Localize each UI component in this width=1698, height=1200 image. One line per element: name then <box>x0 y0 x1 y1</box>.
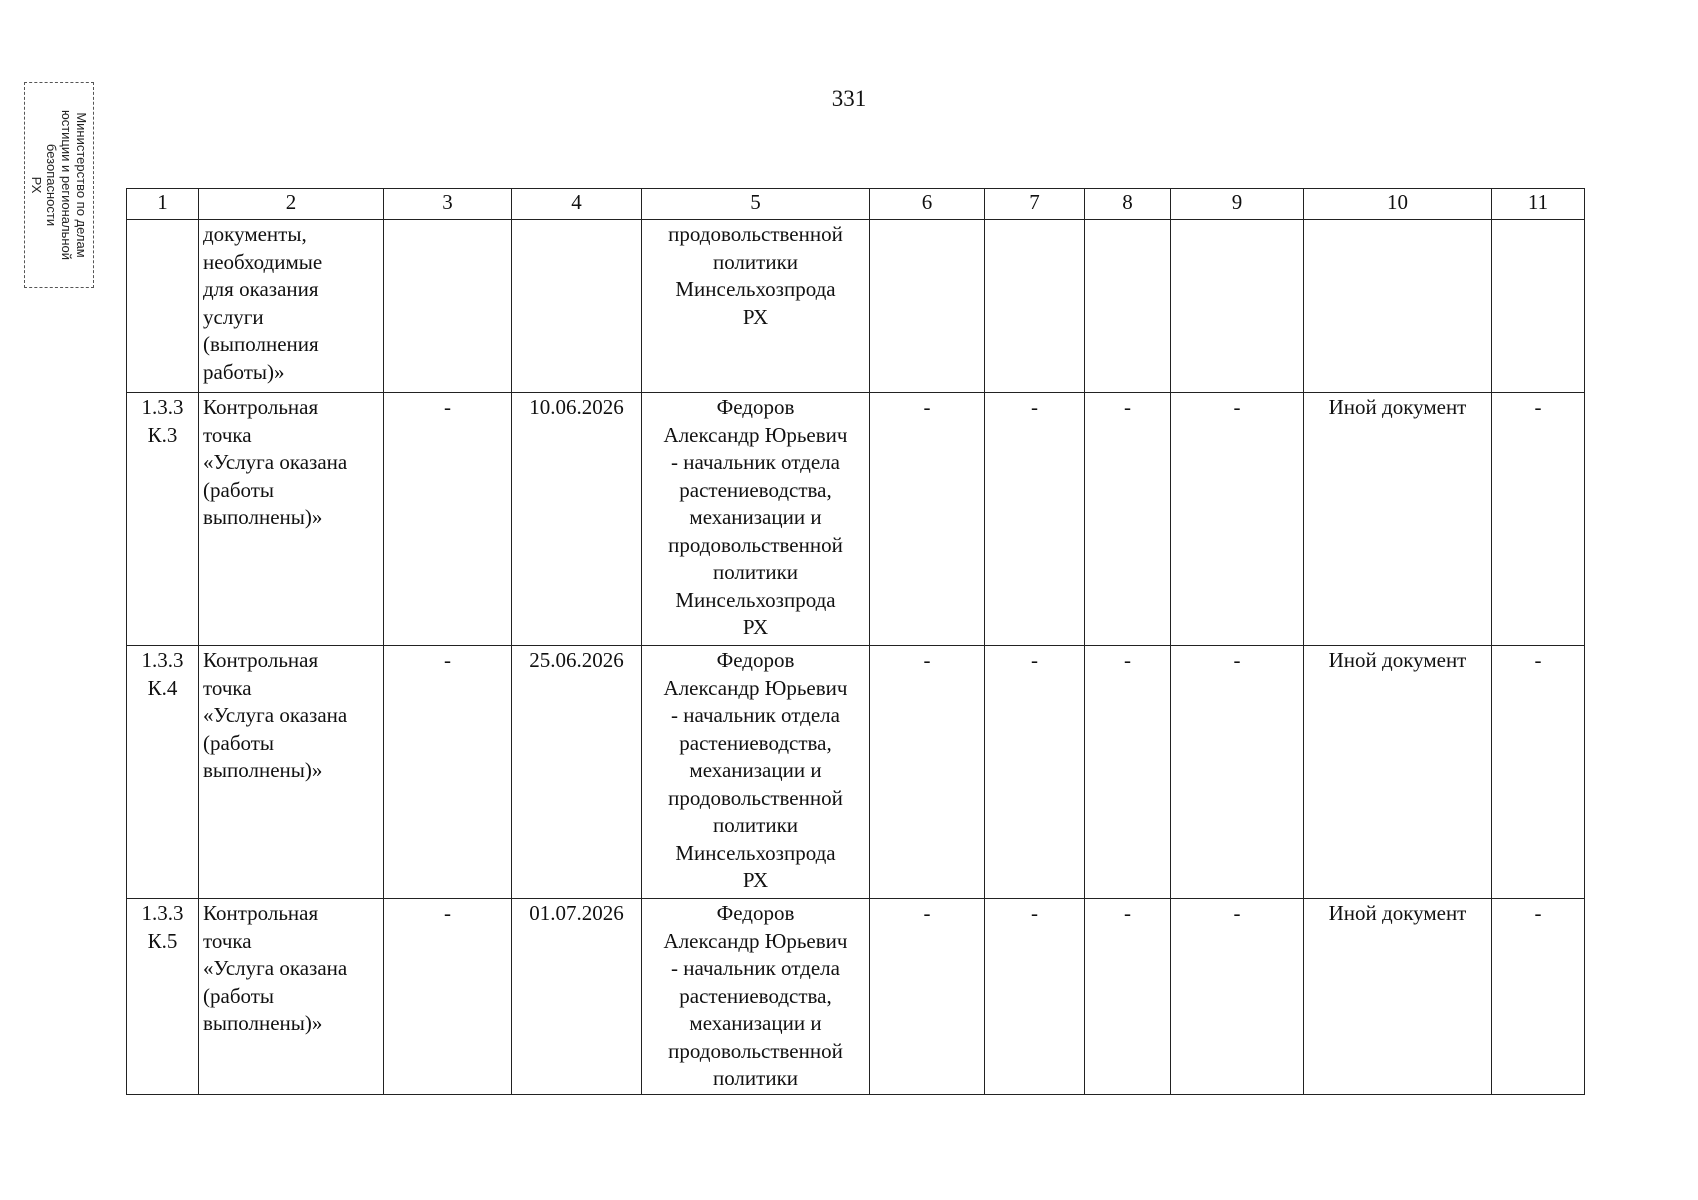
stamp-text <box>29 110 89 260</box>
cell-col11 <box>1492 220 1585 393</box>
column-header: 2 <box>199 189 384 220</box>
column-header: 11 <box>1492 189 1585 220</box>
column-header: 10 <box>1304 189 1492 220</box>
cell-number: 1.3.3 К.4 <box>127 646 199 899</box>
cell-date: 25.06.2026 <box>512 646 642 899</box>
cell-responsible: Федоров Александр Юрьевич - начальник отдела растениеводства, механизации и продовольственной политики Минсельхозпрода РХ <box>642 646 870 899</box>
cell-number <box>127 220 199 393</box>
cell-col8: - <box>1085 646 1171 899</box>
cell-col8: - <box>1085 393 1171 646</box>
stamp-line: Министерство по делам <box>74 112 89 258</box>
column-header: 8 <box>1085 189 1171 220</box>
schedule-table <box>126 188 1585 1095</box>
cell-document: Иной документ <box>1304 393 1492 646</box>
cell-document: Иной документ <box>1304 899 1492 1095</box>
column-header: 7 <box>985 189 1085 220</box>
table-row <box>127 646 1585 899</box>
cell-col9: - <box>1171 393 1304 646</box>
cell-col9 <box>1171 220 1304 393</box>
column-header: 3 <box>384 189 512 220</box>
cell-event: Контрольная точка «Услуга оказана (работы выполнены)» <box>199 393 384 646</box>
cell-responsible: Федоров Александр Юрьевич - начальник отдела растениеводства, механизации и продовольственной политики Минсельхозпрода РХ <box>642 393 870 646</box>
stamp-line: РХ <box>29 176 44 194</box>
registration-stamp <box>24 82 94 288</box>
cell-number: 1.3.3 К.5 <box>127 899 199 1095</box>
stamp-line: безопасности <box>44 143 59 227</box>
cell-col7 <box>985 220 1085 393</box>
column-header: 5 <box>642 189 870 220</box>
column-header: 9 <box>1171 189 1304 220</box>
cell-col7: - <box>985 899 1085 1095</box>
column-header: 6 <box>870 189 985 220</box>
table-row <box>127 393 1585 646</box>
cell-col9: - <box>1171 899 1304 1095</box>
cell-col7: - <box>985 393 1085 646</box>
cell-event: Контрольная точка «Услуга оказана (работы выполнены)» <box>199 646 384 899</box>
stamp-line: юстиции и региональной <box>59 109 74 261</box>
cell-responsible: Федоров Александр Юрьевич - начальник отдела растениеводства, механизации и продовольственной политики <box>642 899 870 1095</box>
cell-col11: - <box>1492 393 1585 646</box>
cell-number: 1.3.3 К.3 <box>127 393 199 646</box>
column-header: 1 <box>127 189 199 220</box>
cell-col11: - <box>1492 646 1585 899</box>
cell-event: Контрольная точка «Услуга оказана (работы выполнены)» <box>199 899 384 1095</box>
cell-event: документы, необходимые для оказания услуги (выполнения работы)» <box>199 220 384 393</box>
cell-date <box>512 220 642 393</box>
cell-date: 01.07.2026 <box>512 899 642 1095</box>
cell-col6: - <box>870 393 985 646</box>
table-row <box>127 899 1585 1095</box>
cell-col8 <box>1085 220 1171 393</box>
page-number: 331 <box>831 86 867 111</box>
cell-col3: - <box>384 899 512 1095</box>
header-row <box>127 189 1585 220</box>
cell-col3: - <box>384 646 512 899</box>
cell-col3: - <box>384 393 512 646</box>
cell-date: 10.06.2026 <box>512 393 642 646</box>
cell-col9: - <box>1171 646 1304 899</box>
cell-col6 <box>870 220 985 393</box>
cell-col6: - <box>870 899 985 1095</box>
table-row <box>127 220 1585 393</box>
cell-document <box>1304 220 1492 393</box>
column-header: 4 <box>512 189 642 220</box>
cell-col7: - <box>985 646 1085 899</box>
cell-document: Иной документ <box>1304 646 1492 899</box>
cell-col6: - <box>870 646 985 899</box>
cell-responsible: продовольственной политики Минсельхозпрода РХ <box>642 220 870 393</box>
cell-col3 <box>384 220 512 393</box>
cell-col11: - <box>1492 899 1585 1095</box>
cell-col8: - <box>1085 899 1171 1095</box>
